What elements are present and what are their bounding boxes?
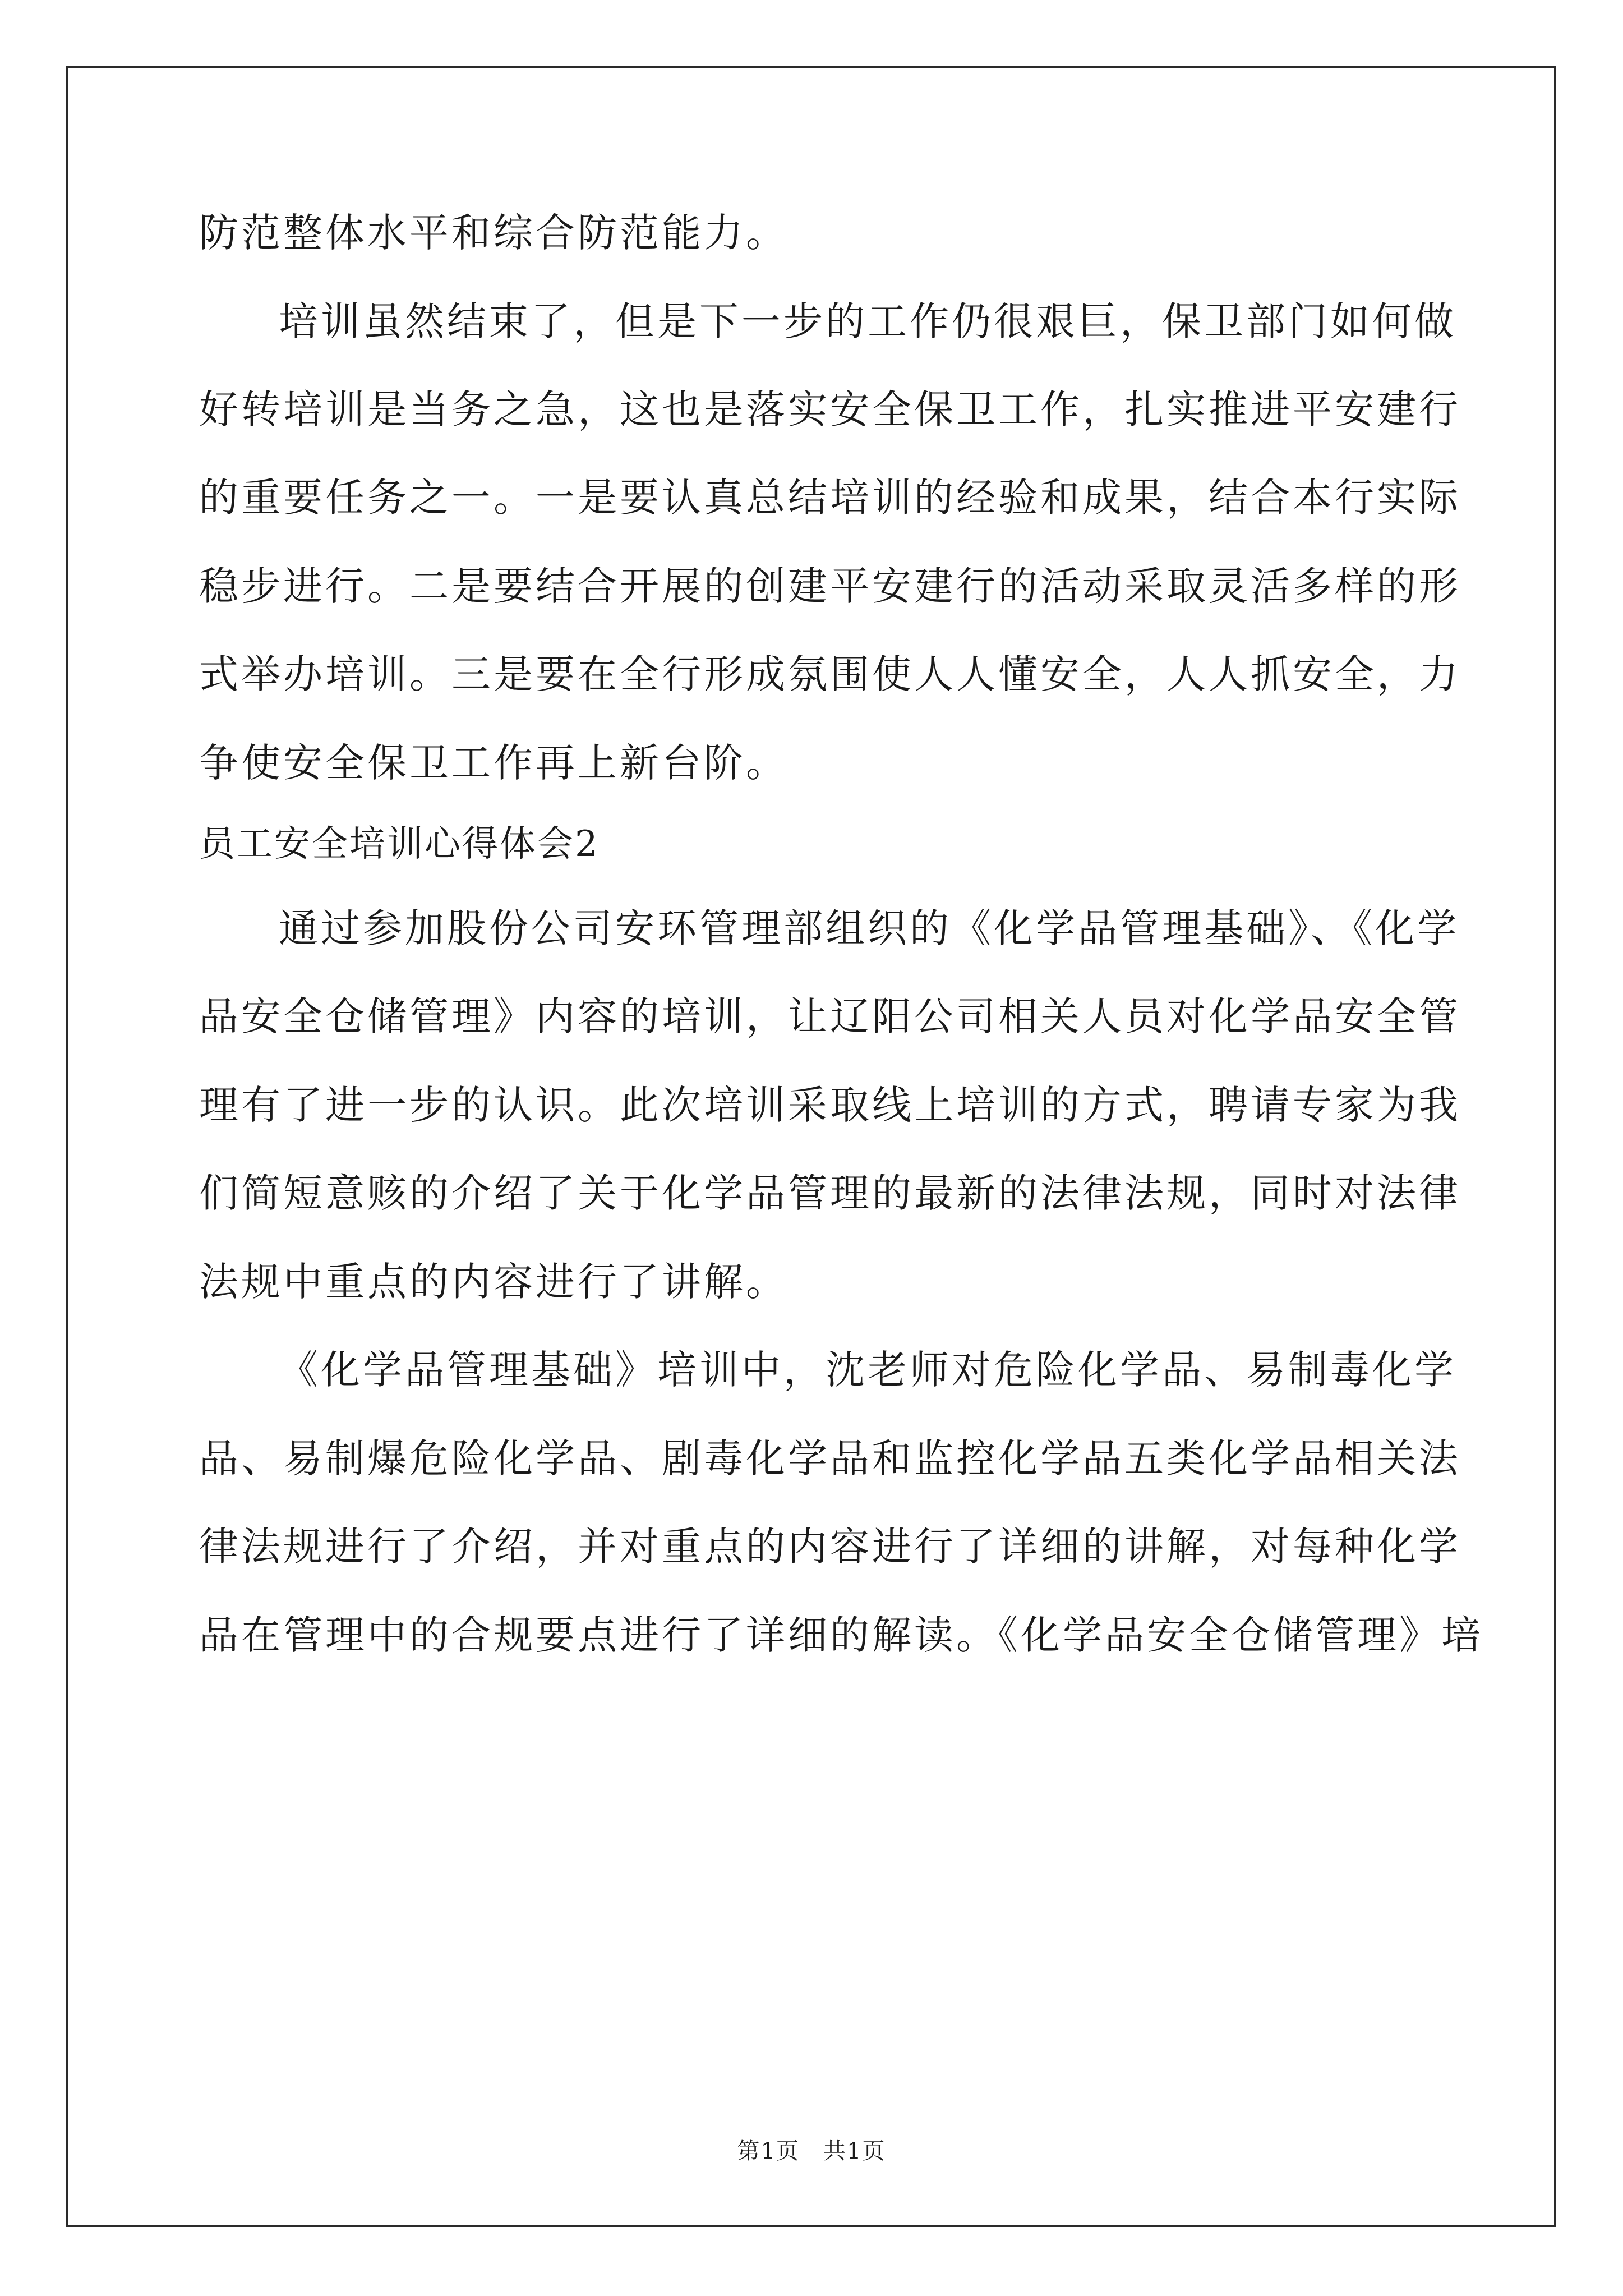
text-line: 通过参加股份公司安环管理部组织的《化学品管理基础》、《化学 bbox=[279, 905, 1459, 951]
text-line: 争使安全保卫工作再上新台阶。 bbox=[199, 740, 788, 786]
text-line: 品安全仓储管理》内容的培训，让辽阳公司相关人员对化学品安全管 bbox=[199, 993, 1461, 1039]
text-line: 好转培训是当务之急，这也是落实安全保卫工作，扎实推进平安建行 bbox=[199, 386, 1461, 432]
text-line: 法规中重点的内容进行了讲解。 bbox=[199, 1259, 788, 1305]
page-footer: 第1页 共1页 bbox=[737, 2138, 886, 2164]
text-line: 律法规进行了介绍，并对重点的内容进行了详细的讲解，对每种化学 bbox=[199, 1524, 1461, 1570]
text-line: 的重要任务之一。一是要认真总结培训的经验和成果，结合本行实际 bbox=[199, 475, 1461, 521]
text-line: 品在管理中的合规要点进行了详细的解读。《化学品安全仓储管理》培 bbox=[199, 1612, 1483, 1658]
text-line: 《化学品管理基础》培训中，沈老师对危险化学品、易制毒化学 bbox=[279, 1347, 1456, 1393]
text-line: 式举办培训。三是要在全行形成氛围使人人懂安全，人人抓安全，力 bbox=[199, 651, 1461, 697]
section-heading: 员工安全培训心得体会2 bbox=[199, 823, 600, 865]
text-line: 品、易制爆危险化学品、剧毒化学品和监控化学品五类化学品相关法 bbox=[199, 1435, 1461, 1481]
text-line: 理有了进一步的认识。此次培训采取线上培训的方式，聘请专家为我 bbox=[199, 1082, 1461, 1128]
text-line: 防范整体水平和综合防范能力。 bbox=[199, 210, 788, 256]
text-line: 培训虽然结束了，但是下一步的工作仍很艰巨，保卫部门如何做 bbox=[279, 298, 1456, 344]
text-line: 们简短意赅的介绍了关于化学品管理的最新的法律法规，同时对法律 bbox=[199, 1170, 1461, 1216]
text-line: 稳步进行。二是要结合开展的创建平安建行的活动采取灵活多样的形 bbox=[199, 563, 1461, 609]
